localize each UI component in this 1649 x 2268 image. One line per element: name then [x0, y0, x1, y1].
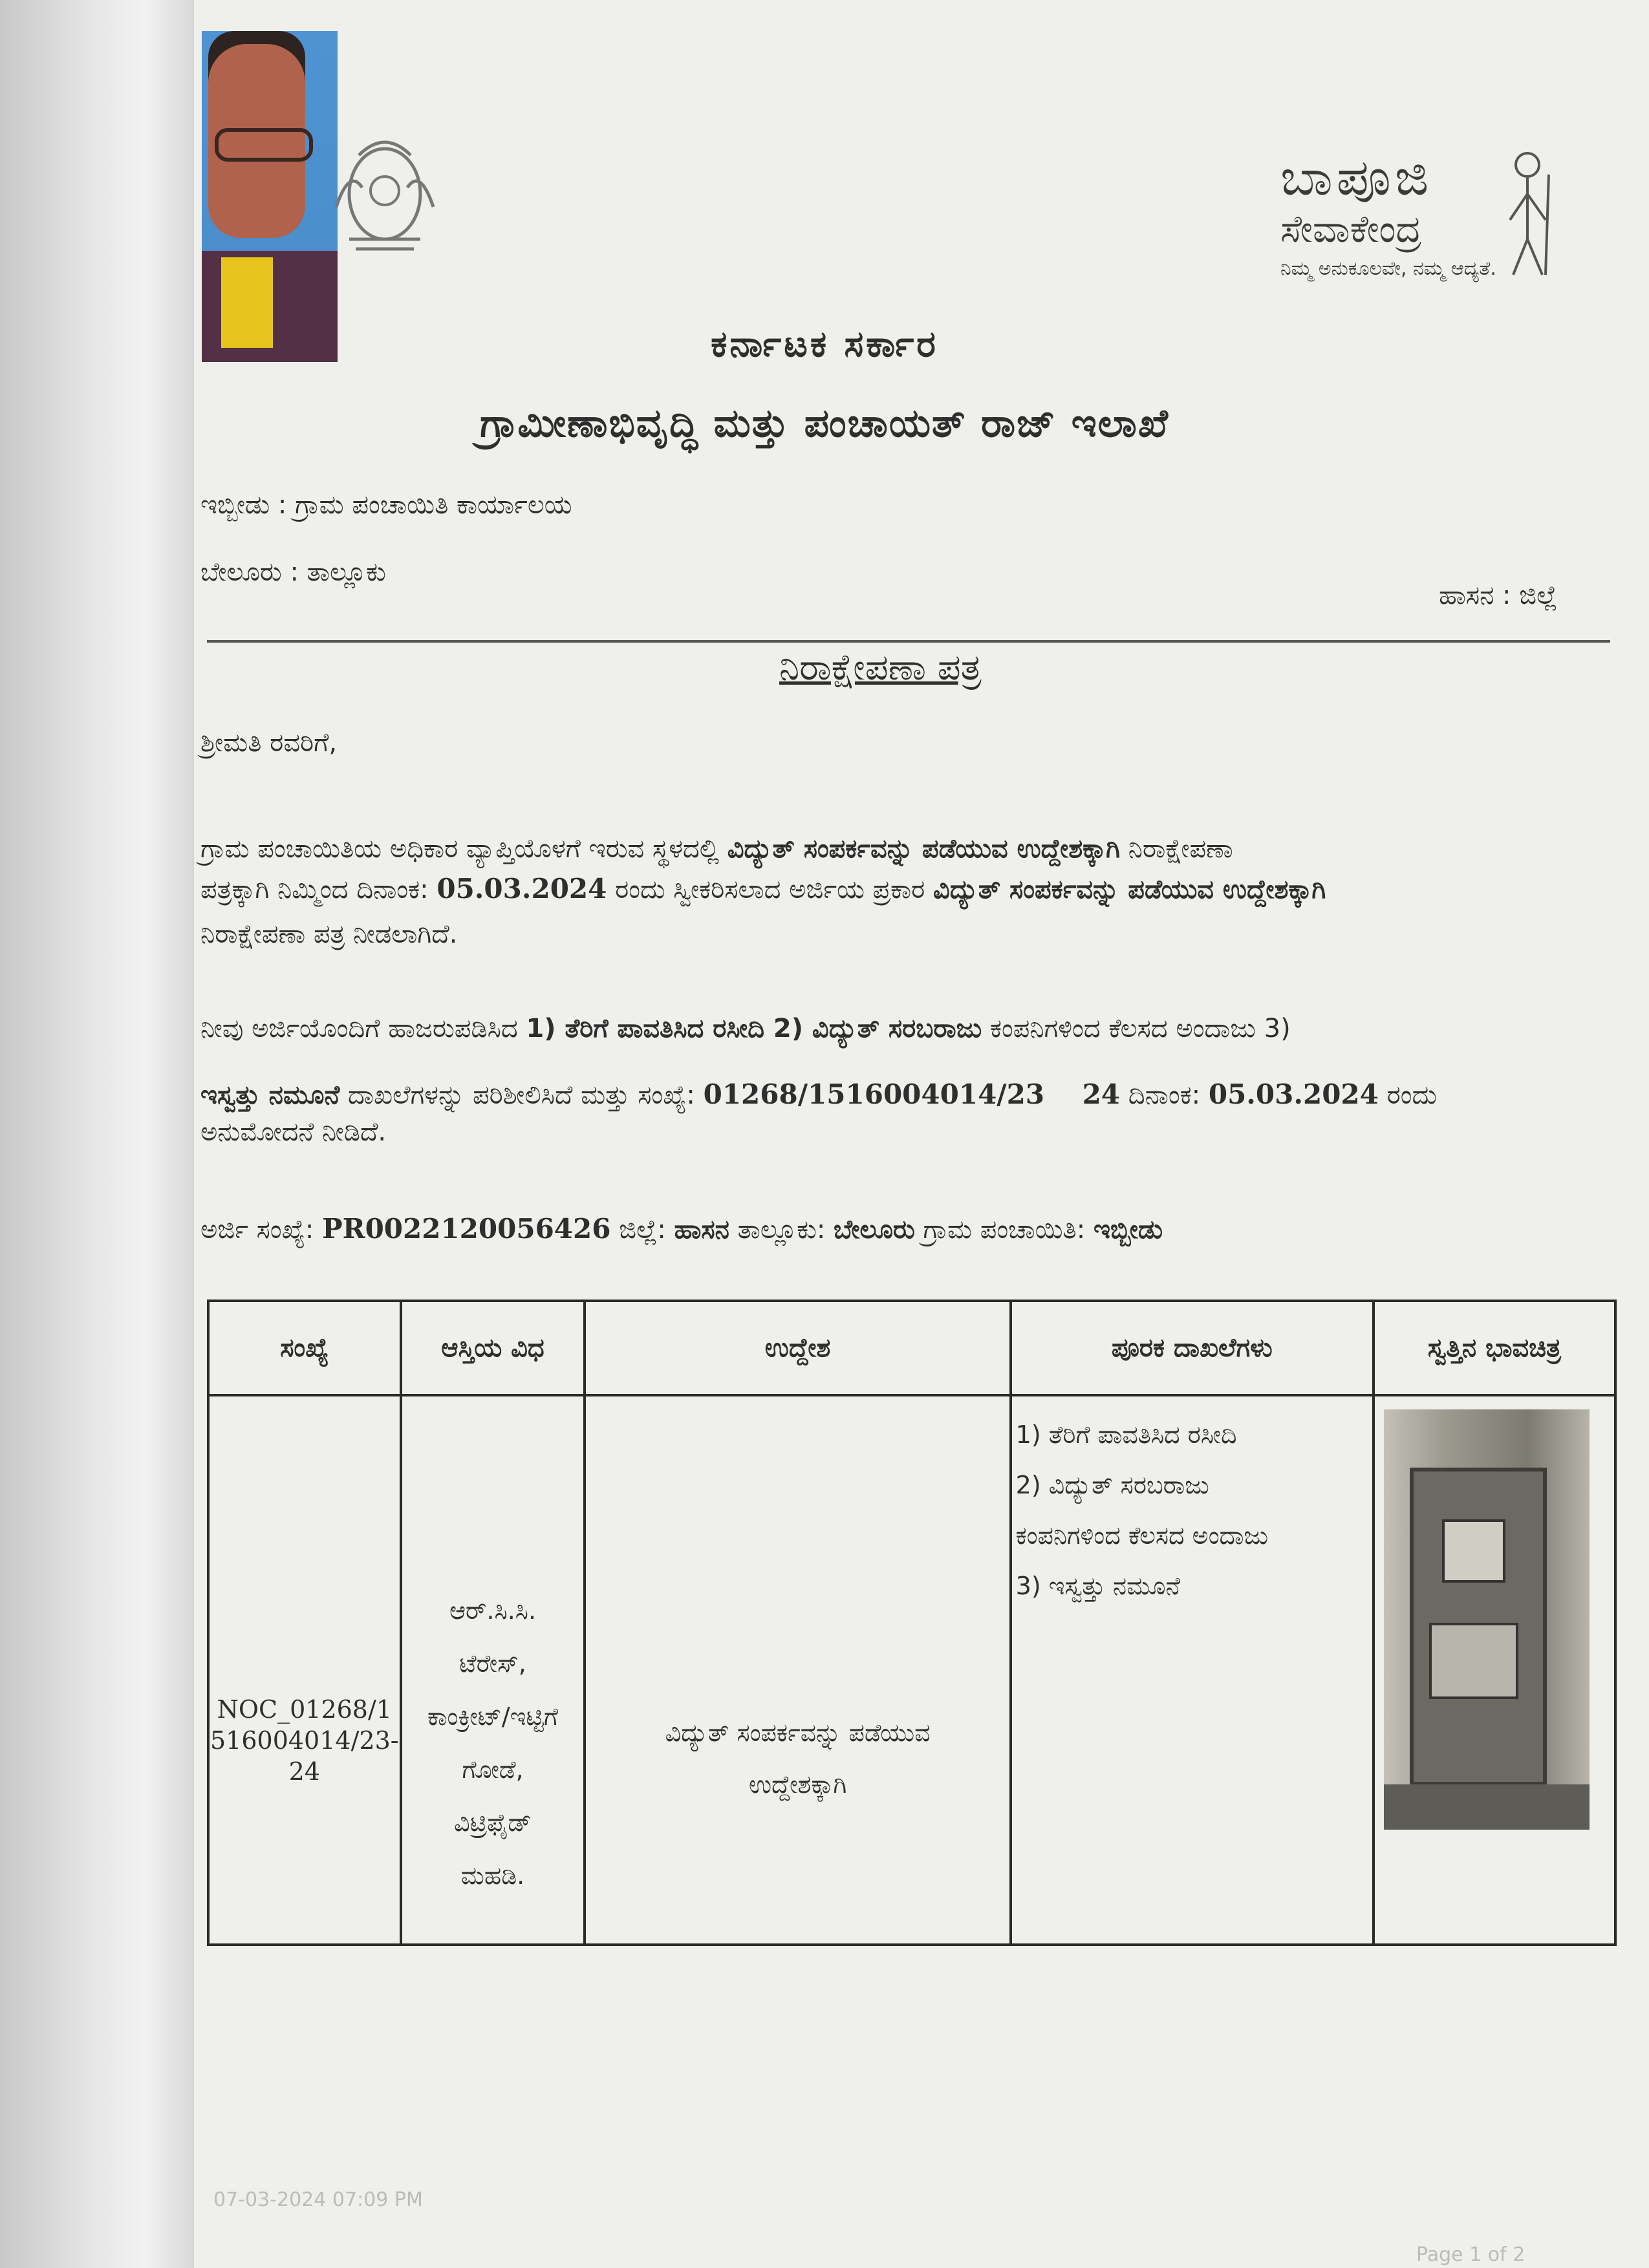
- document-subject: ನಿರಾಕ್ಷೇಪಣಾ ಪತ್ರ: [779, 647, 982, 689]
- cell-purpose: ವಿದ್ಯುತ್ ಸಂಪರ್ಕವನ್ನು ಪಡೆಯುವ ಉದ್ದೇಶಕ್ಕಾಗಿ: [585, 1395, 1010, 1945]
- logo-text-line2: ಸೇವಾಕೇಂದ್ರ: [1280, 207, 1422, 251]
- cell-property-type: ಆರ್.ಸಿ.ಸಿ. ಟೆರೇಸ್, ಕಾಂಕ್ರೀಟ್/ಇಟ್ಟಿಗೆ ಗೋಡೆ, ವಿಟ್ರಿಫೈಡ್ ಮಹಡಿ.: [401, 1395, 585, 1945]
- department-title: ಗ್ರಾಮೀಣಾಭಿವೃದ್ಧಿ ಮತ್ತು ಪಂಚಾಯತ್ ರಾಜ್ ಇಲಾಖೆ: [480, 401, 1169, 446]
- taluk-name: ಬೇಲೂರು : ತಾಲ್ಲೂಕು: [200, 557, 386, 587]
- property-photo: [1384, 1409, 1590, 1830]
- print-timestamp: 07-03-2024 07:09 PM: [213, 2188, 423, 2211]
- logo-tagline: ನಿಮ್ಮ ಅನುಕೂಲವೇ, ನಮ್ಮ ಆದ್ಯತೆ.: [1280, 257, 1496, 280]
- cell-noc-number: NOC_01268/1 516004014/23- 24: [208, 1395, 401, 1945]
- property-table: [207, 1300, 1617, 1946]
- district-name: ಹಾಸನ : ಜಿಲ್ಲೆ: [1439, 581, 1558, 610]
- header-purpose: ಉದ್ದೇಶ: [585, 1301, 1010, 1395]
- logo-text-line1: ಬಾಪೂಜಿ: [1280, 149, 1433, 207]
- para2-line3: ಅನುಮೋದನೆ ನೀಡಿದೆ.: [200, 1117, 387, 1147]
- cell-documents: 1) ತೆರಿಗೆ ಪಾವತಿಸಿದ ರಸೀದಿ 2) ವಿದ್ಯುತ್ ಸರಬರಾಜು ಕಂಪನಿಗಳಿಂದ ಕೆಲಸದ ಅಂದಾಜು 3) ಇಸ್ವತ್ತು ನಮೂನೆ: [1011, 1395, 1374, 1945]
- table-row: [208, 1395, 1615, 1945]
- header-property-type: ಆಸ್ತಿಯ ವಿಧ: [401, 1301, 585, 1395]
- table-header-row: [208, 1301, 1615, 1395]
- para2-line2: ಇಸ್ವತ್ತು ನಮೂನೆ ದಾಖಲೆಗಳನ್ನು ಪರಿಶೀಲಿಸಿದೆ ಮತ್ತು ಸಂಖ್ಯೆ: 01268/1516004014/23 24 ದಿನಾಂಕ: 05.03.2024 ರಂದು: [200, 1078, 1438, 1110]
- page-number: Page 1 of 2: [1416, 2243, 1525, 2266]
- header-property-photo: ಸ್ವತ್ತಿನ ಭಾವಚಿತ್ರ: [1374, 1301, 1615, 1395]
- para1-line1: ಗ್ರಾಮ ಪಂಚಾಯಿತಿಯ ಅಧಿಕಾರ ವ್ಯಾಪ್ತಿಯೊಳಗೆ ಇರುವ ಸ್ಥಳದಲ್ಲಿ ವಿದ್ಯುತ್ ಸಂಪರ್ಕವನ್ನು ಪಡೆಯುವ ಉದ್ದೇಶಕ್ಕಾಗಿ ನಿರಾಕ್ಷೇಪಣಾ: [200, 834, 1233, 864]
- applicant-photo: [202, 31, 338, 362]
- cell-property-photo: [1374, 1395, 1615, 1945]
- bapuji-sevakendra-logo: [1267, 142, 1565, 291]
- para2-line1: ನೀವು ಅರ್ಜಿಯೊಂದಿಗೆ ಹಾಜರುಪಡಿಸಿದ 1) ತೆರಿಗೆ ಪಾವತಿಸಿದ ರಸೀದಿ 2) ವಿದ್ಯುತ್ ಸರಬರಾಜು ಕಂಪನಿಗಳಿಂದ ಕೆಲಸದ ಅಂದಾಜು 3): [200, 1014, 1291, 1043]
- para1-line3: ನಿರಾಕ್ಷೇಪಣಾ ಪತ್ರ ನೀಡಲಾಗಿದೆ.: [200, 919, 458, 949]
- karnataka-emblem-icon: [323, 129, 446, 259]
- header-documents: ಪೂರಕ ದಾಖಲೆಗಳು: [1011, 1301, 1374, 1395]
- reference-line: ಅರ್ಜಿ ಸಂಖ್ಯೆ: PR0022120056426 ಜಿಲ್ಲೆ: ಹಾಸನ ತಾಲ್ಲೂಕು: ಬೇಲೂರು ಗ್ರಾಮ ಪಂಚಾಯಿತಿ: ಇಬ್ಬೀಡು: [200, 1213, 1163, 1245]
- gandhi-figure-icon: [1500, 149, 1555, 278]
- header-divider: [207, 640, 1610, 643]
- office-name: ಇಬ್ಬೀಡು : ಗ್ರಾಮ ಪಂಚಾಯಿತಿ ಕಾರ್ಯಾಲಯ: [200, 490, 572, 520]
- salutation: ಶ್ರೀಮತಿ ರವರಿಗೆ,: [200, 728, 338, 758]
- government-title: ಕರ್ನಾಟಕ ಸರ್ಕಾರ: [711, 323, 938, 365]
- para1-line2: ಪತ್ರಕ್ಕಾಗಿ ನಿಮ್ಮಿಂದ ದಿನಾಂಕ: 05.03.2024 ರಂದು ಸ್ವೀಕರಿಸಲಾದ ಅರ್ಜಿಯ ಪ್ರಕಾರ ವಿದ್ಯುತ್ ಸಂಪರ್ಕವನ್ನು ಪಡೆಯುವ ಉದ್ದೇಶಕ್ಕಾಗಿ: [200, 873, 1326, 904]
- header-number: ಸಂಖ್ಯೆ: [208, 1301, 401, 1395]
